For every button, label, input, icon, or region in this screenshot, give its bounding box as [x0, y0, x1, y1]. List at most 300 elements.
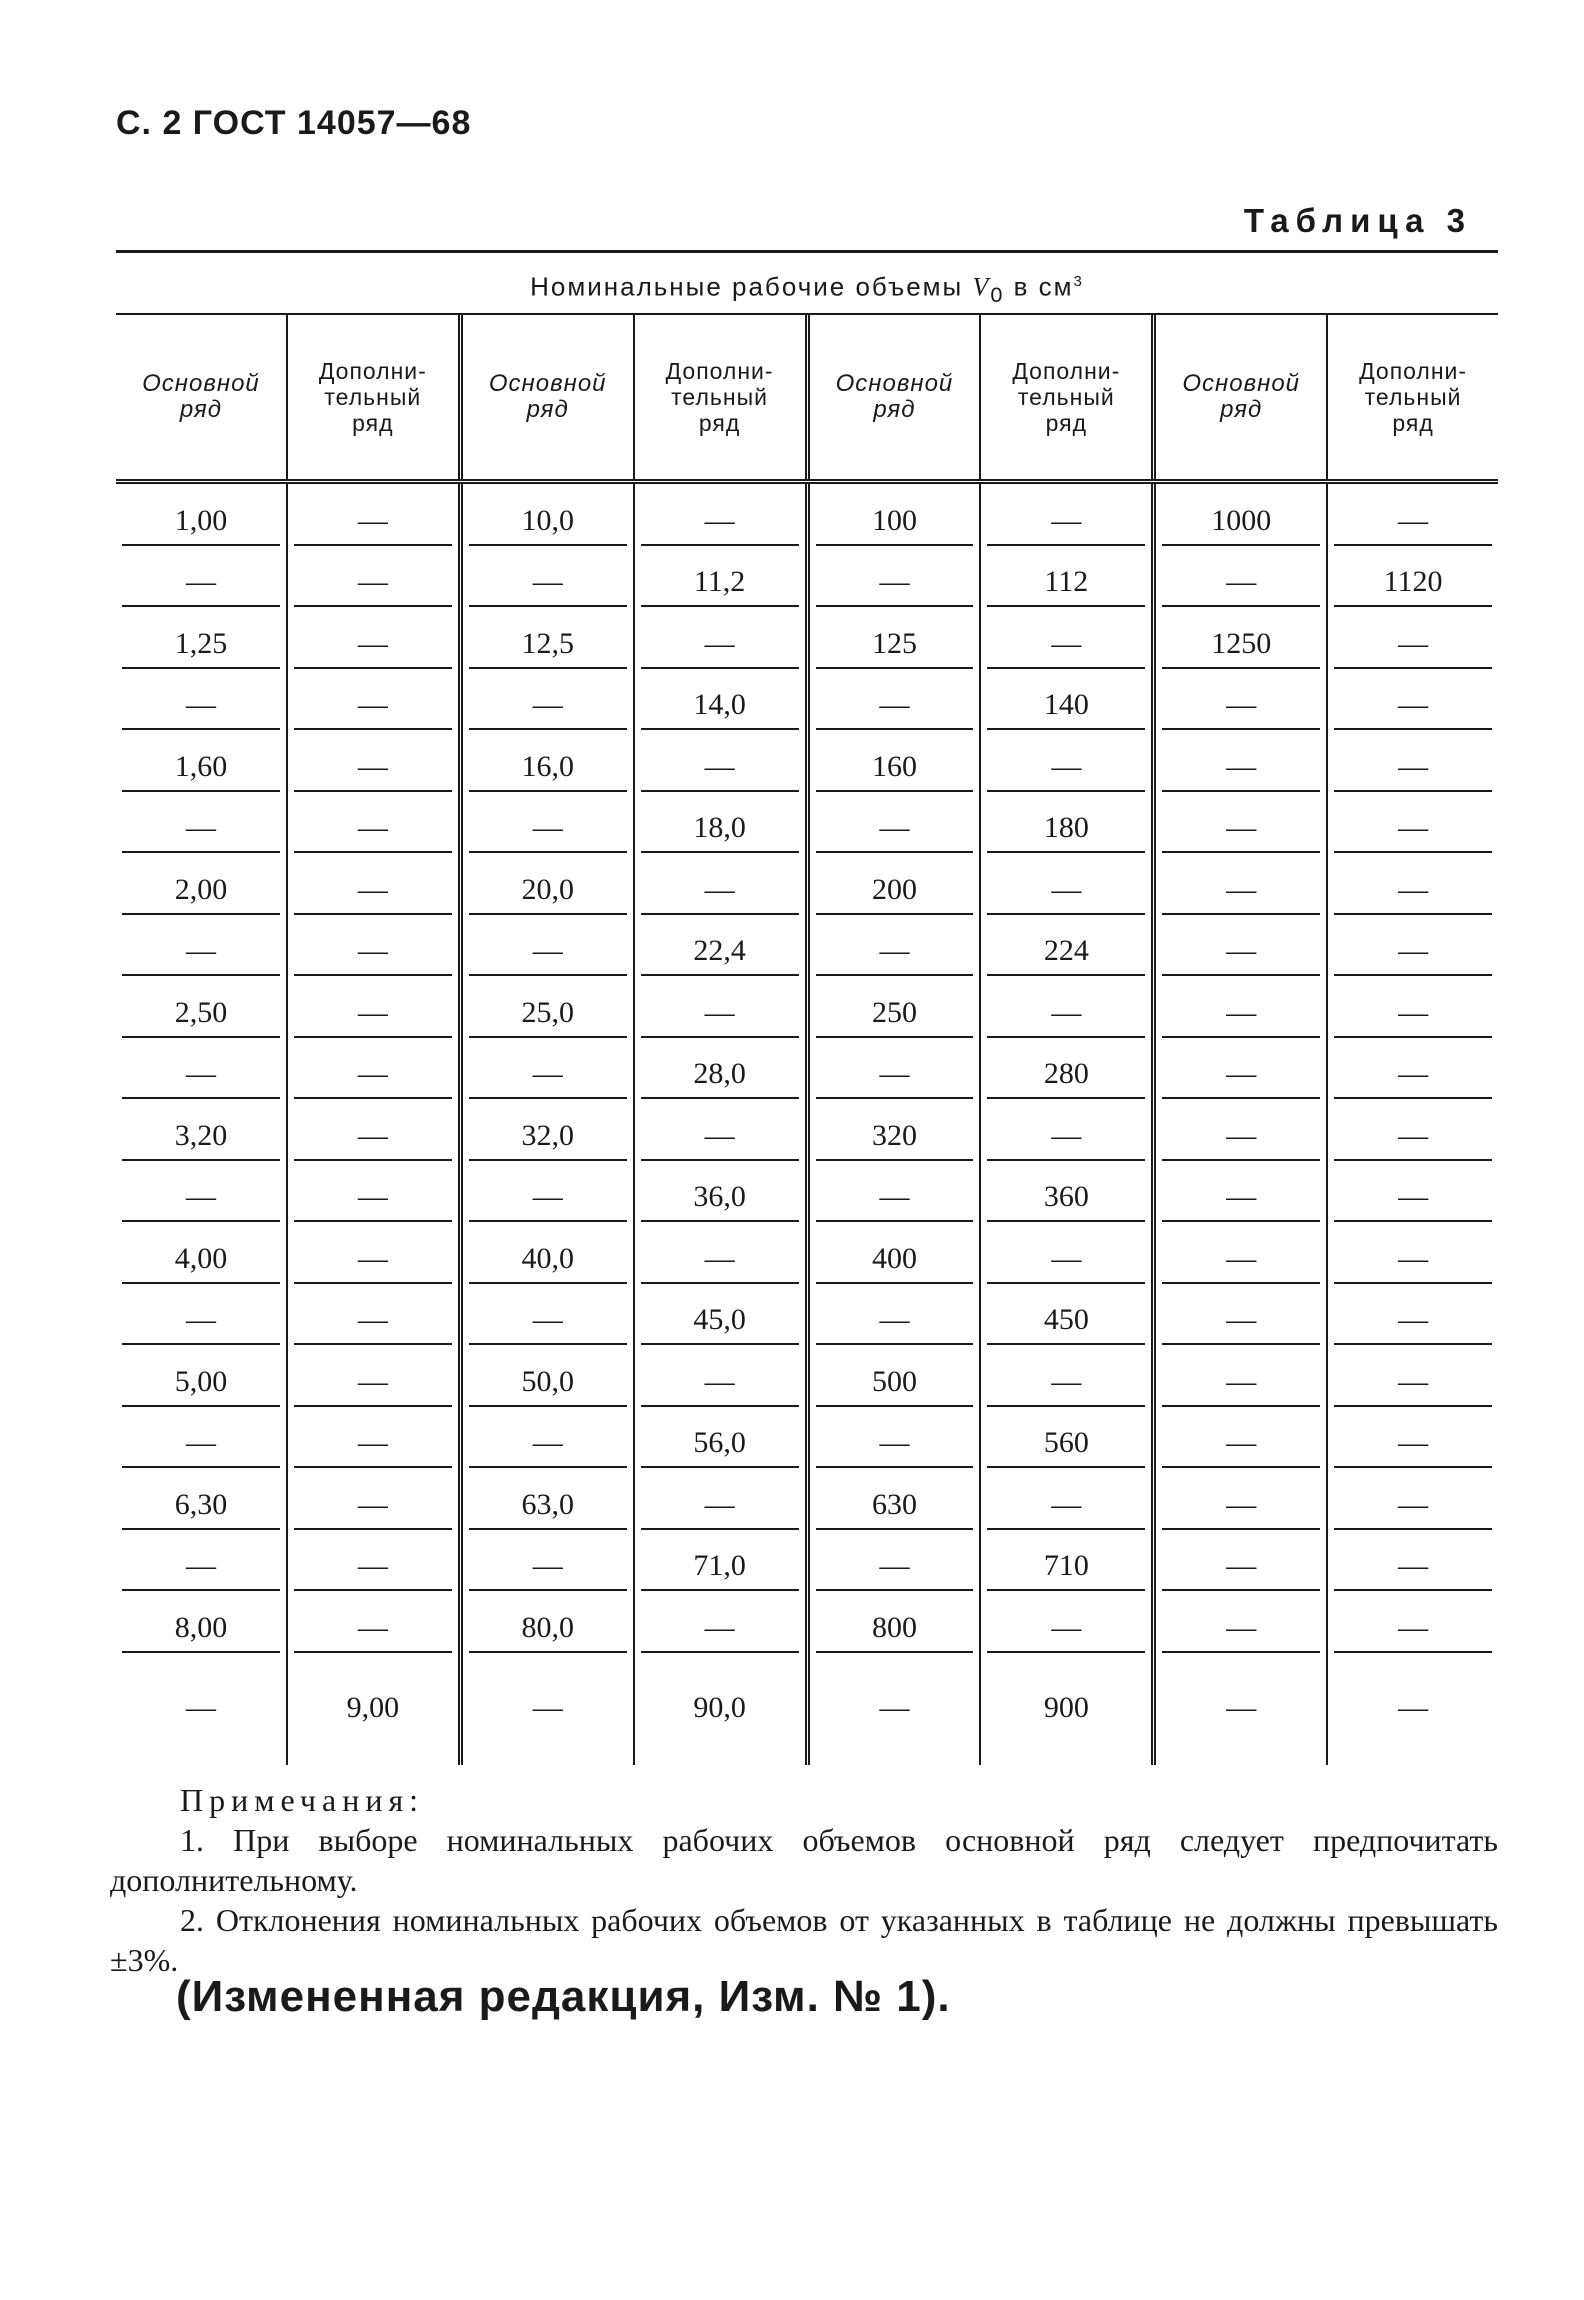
- table-cell: [979, 1407, 1151, 1469]
- table-cell: [979, 1468, 1151, 1530]
- cell-value: —: [357, 934, 388, 967]
- table-cell: [979, 1038, 1151, 1100]
- table-cell: [116, 792, 286, 854]
- table-cell: [1326, 1222, 1498, 1284]
- table-cell: [1326, 607, 1498, 669]
- table-cell: [979, 1653, 1151, 1733]
- header-main-series: [805, 315, 980, 479]
- cell-value: 125: [871, 626, 917, 660]
- cell-value: —: [532, 1426, 563, 1459]
- cell-value: —: [532, 1549, 563, 1582]
- table-cell: [633, 1161, 805, 1223]
- cell-value: —: [1226, 1426, 1257, 1459]
- table-cell: [805, 1407, 980, 1469]
- table-cell: [116, 1468, 286, 1530]
- header-additional-series: [1326, 315, 1498, 479]
- cell-value: 112: [1044, 565, 1089, 598]
- table-cell: [633, 1530, 805, 1592]
- cell-value: —: [704, 1118, 735, 1152]
- table-cell: [286, 1468, 458, 1530]
- cell-value: —: [1398, 1303, 1429, 1336]
- table-cell: [633, 1099, 805, 1161]
- cell-value: 900: [1043, 1690, 1089, 1724]
- cell-value: 16,0: [521, 749, 574, 783]
- cell-value: —: [1226, 1180, 1257, 1213]
- cell-value: 71,0: [693, 1549, 746, 1582]
- table-cell: [805, 1099, 980, 1161]
- table-cell: [805, 1591, 980, 1653]
- cell-value: —: [532, 688, 563, 721]
- cell-value: 3,20: [174, 1118, 228, 1152]
- table-cell: [286, 1099, 458, 1161]
- cell-value: —: [1398, 1487, 1429, 1521]
- table-cell: [805, 1222, 980, 1284]
- table-cell: [116, 1345, 286, 1407]
- table-cell: [1151, 792, 1326, 854]
- table-cell: [633, 1407, 805, 1469]
- cell-value: —: [1226, 1118, 1257, 1152]
- table-cell: [979, 607, 1151, 669]
- cell-value: —: [1051, 872, 1082, 906]
- table-body: [116, 484, 1498, 1765]
- cell-value: 1,00: [174, 503, 228, 537]
- cell-value: —: [879, 1549, 910, 1582]
- table-cell: [1326, 976, 1498, 1038]
- cell-value: 1120: [1383, 565, 1443, 598]
- table-cell: [1151, 607, 1326, 669]
- table-cell: [458, 1591, 633, 1653]
- cell-value: —: [1398, 1549, 1429, 1582]
- header-additional-series: [286, 315, 458, 479]
- cell-value: 14,0: [693, 688, 746, 721]
- table-cell: [979, 1161, 1151, 1223]
- cell-value: 80,0: [521, 1610, 574, 1644]
- cell-value: 90,0: [693, 1690, 746, 1724]
- table-cell: [1151, 915, 1326, 977]
- table-cell: [286, 1653, 458, 1733]
- table-row: [116, 853, 1498, 915]
- table-cell: [116, 1284, 286, 1346]
- cell-value: —: [1051, 503, 1082, 537]
- cell-value: —: [1398, 934, 1429, 967]
- table-cell: [116, 546, 286, 608]
- cell-value: 2,00: [174, 872, 228, 906]
- cell-value: —: [704, 1487, 735, 1521]
- tail-cell: [1326, 1733, 1498, 1765]
- cell-value: 50,0: [521, 1364, 574, 1398]
- table-cell: [1326, 853, 1498, 915]
- cell-value: 40,0: [521, 1241, 574, 1275]
- cell-value: —: [1051, 1610, 1082, 1644]
- table-cell: [805, 1284, 980, 1346]
- table-cell: [1326, 792, 1498, 854]
- cell-value: —: [185, 1057, 216, 1090]
- table-cell: [116, 484, 286, 546]
- cell-value: —: [357, 1118, 388, 1152]
- cell-value: —: [357, 1549, 388, 1582]
- table-cell: [1151, 546, 1326, 608]
- header-additional-series: [979, 315, 1151, 479]
- table-cell: [805, 1345, 980, 1407]
- caption-text: Номинальные рабочие объемы: [530, 271, 973, 302]
- cell-value: —: [185, 934, 216, 967]
- cell-value: 1000: [1211, 503, 1272, 537]
- table-cell: [458, 669, 633, 731]
- cell-value: —: [1226, 1241, 1257, 1275]
- cell-value: —: [532, 811, 563, 844]
- table-cell: [633, 730, 805, 792]
- table-cell: [116, 853, 286, 915]
- cell-value: —: [532, 1180, 563, 1213]
- table-row: [116, 1653, 1498, 1733]
- table-cell: [1326, 1099, 1498, 1161]
- table-cell: [633, 546, 805, 608]
- cell-value: —: [1051, 1364, 1082, 1398]
- cell-value: 6,30: [174, 1487, 228, 1521]
- tail-cell: [979, 1733, 1151, 1765]
- table-row: [116, 1591, 1498, 1653]
- cell-value: —: [1226, 1610, 1257, 1644]
- table-cell: [805, 976, 980, 1038]
- table-cell: [633, 669, 805, 731]
- table-cell: [286, 853, 458, 915]
- table-cell: [286, 1038, 458, 1100]
- cell-value: —: [1226, 749, 1257, 783]
- header-main-series: [1151, 315, 1326, 479]
- caption-sub: 0: [990, 281, 1005, 307]
- cell-value: —: [704, 995, 735, 1029]
- cell-value: —: [879, 688, 910, 721]
- column-headers: [116, 315, 1498, 484]
- cell-value: —: [704, 1364, 735, 1398]
- cell-value: —: [704, 1241, 735, 1275]
- table-cell: [1151, 1038, 1326, 1100]
- cell-value: 500: [871, 1364, 917, 1398]
- table-cell: [979, 1284, 1151, 1346]
- table-cell: [979, 976, 1151, 1038]
- table-cell: [116, 976, 286, 1038]
- table-cell: [116, 1161, 286, 1223]
- table-row: [116, 484, 1498, 546]
- cell-value: —: [1226, 1364, 1257, 1398]
- table-cell: [458, 1099, 633, 1161]
- table-cell: [633, 1653, 805, 1733]
- cell-value: —: [357, 1303, 388, 1336]
- table-cell: [286, 546, 458, 608]
- table-cell: [116, 669, 286, 731]
- header-label: Основной ряд: [142, 370, 260, 423]
- cell-value: —: [185, 811, 216, 844]
- table-row: [116, 1407, 1498, 1469]
- table-row: [116, 607, 1498, 669]
- header-additional-series: [633, 315, 805, 479]
- table-row: [116, 730, 1498, 792]
- cell-value: —: [185, 1303, 216, 1336]
- table-cell: [116, 1099, 286, 1161]
- table-cell: [1151, 976, 1326, 1038]
- cell-value: —: [704, 749, 735, 783]
- cell-value: —: [1398, 1241, 1429, 1275]
- table-cell: [1326, 1407, 1498, 1469]
- table-row: [116, 1222, 1498, 1284]
- cell-value: —: [1226, 565, 1257, 598]
- table-cell: [1326, 1161, 1498, 1223]
- table-caption: [116, 253, 1498, 313]
- table-cell: [1326, 546, 1498, 608]
- notes: [110, 1780, 1498, 1980]
- cell-value: —: [357, 1426, 388, 1459]
- cell-value: —: [1398, 1364, 1429, 1398]
- cell-value: —: [1051, 749, 1082, 783]
- table-cell: [633, 1591, 805, 1653]
- cell-value: —: [1398, 872, 1429, 906]
- table-cell: [1151, 1530, 1326, 1592]
- table-cell: [805, 1468, 980, 1530]
- table-cell: [1151, 1161, 1326, 1223]
- table-cell: [633, 792, 805, 854]
- table-cell: [805, 1161, 980, 1223]
- cell-value: —: [1051, 995, 1082, 1029]
- table-cell: [1151, 730, 1326, 792]
- table-cell: [979, 792, 1151, 854]
- table-cell: [633, 1222, 805, 1284]
- cell-value: —: [879, 1057, 910, 1090]
- cell-value: —: [1398, 811, 1429, 844]
- table-cell: [116, 1653, 286, 1733]
- table-row: [116, 915, 1498, 977]
- cell-value: 11,2: [693, 565, 746, 598]
- cell-value: —: [1226, 1690, 1257, 1724]
- table-cell: [633, 1468, 805, 1530]
- cell-value: —: [185, 1426, 216, 1459]
- header-label: Дополни-тельный ряд: [665, 358, 774, 436]
- cell-value: 45,0: [693, 1303, 746, 1336]
- cell-value: —: [1398, 1610, 1429, 1644]
- table-cell: [1326, 1653, 1498, 1733]
- cell-value: —: [1398, 749, 1429, 783]
- table-row: [116, 1099, 1498, 1161]
- cell-value: 280: [1043, 1057, 1089, 1090]
- table-cell: [458, 976, 633, 1038]
- table-cell: [633, 976, 805, 1038]
- cell-value: 9,00: [346, 1690, 400, 1724]
- cell-value: —: [357, 1487, 388, 1521]
- table-cell: [458, 1038, 633, 1100]
- cell-value: —: [357, 811, 388, 844]
- cell-value: 250: [871, 995, 917, 1029]
- page-header: С. 2 ГОСТ 14057—68: [116, 104, 472, 142]
- table-cell: [286, 1591, 458, 1653]
- cell-value: —: [185, 565, 216, 598]
- table-cell: [458, 1653, 633, 1733]
- cell-value: —: [357, 626, 388, 660]
- table-cell: [1326, 1530, 1498, 1592]
- table-cell: [458, 1468, 633, 1530]
- header-label: Дополни-тельный ряд: [318, 358, 427, 436]
- table-cell: [1326, 669, 1498, 731]
- cell-value: —: [1226, 872, 1257, 906]
- cell-value: 12,5: [521, 626, 574, 660]
- tail-cell: [116, 1733, 286, 1765]
- caption-sup: 3: [1073, 273, 1084, 290]
- table-cell: [979, 1099, 1151, 1161]
- cell-value: 10,0: [521, 503, 574, 537]
- table-cell: [286, 1345, 458, 1407]
- table-cell: [633, 853, 805, 915]
- cell-value: —: [879, 934, 910, 967]
- caption-var: V: [972, 272, 991, 302]
- table-cell: [805, 915, 980, 977]
- table-cell: [286, 1222, 458, 1284]
- table-cell: [286, 669, 458, 731]
- table-cell: [458, 484, 633, 546]
- cell-value: —: [879, 565, 910, 598]
- table-cell: [1151, 1653, 1326, 1733]
- cell-value: 160: [871, 749, 917, 783]
- table-cell: [979, 1222, 1151, 1284]
- table-cell: [805, 1038, 980, 1100]
- table-row: [116, 792, 1498, 854]
- tail-cell: [633, 1733, 805, 1765]
- cell-value: —: [1051, 1118, 1082, 1152]
- table-cell: [633, 1284, 805, 1346]
- cell-value: 800: [871, 1610, 917, 1644]
- table-cell: [458, 853, 633, 915]
- table-cell: [458, 915, 633, 977]
- table-row: [116, 1161, 1498, 1223]
- header-main-series: [458, 315, 633, 479]
- table-cell: [458, 1222, 633, 1284]
- table-cell: [805, 484, 980, 546]
- cell-value: 710: [1043, 1549, 1089, 1582]
- cell-value: —: [1051, 626, 1082, 660]
- cell-value: 1,25: [174, 626, 228, 660]
- cell-value: —: [357, 1610, 388, 1644]
- table-row: [116, 546, 1498, 608]
- cell-value: —: [357, 565, 388, 598]
- table-cell: [633, 607, 805, 669]
- cell-value: 180: [1043, 811, 1089, 844]
- note-1: 1. При выборе номинальных рабочих объемов основной ряд следует предпочитать дополнительному.: [110, 1822, 1498, 1898]
- cell-value: —: [357, 1180, 388, 1213]
- table-cell: [286, 730, 458, 792]
- table-cell: [458, 1284, 633, 1346]
- table-cell: [458, 1530, 633, 1592]
- cell-value: 32,0: [521, 1118, 574, 1152]
- table-cell: [805, 607, 980, 669]
- table-cell: [286, 792, 458, 854]
- table-cell: [1326, 1038, 1498, 1100]
- notes-title: Примечания:: [180, 1782, 425, 1818]
- table-cell: [458, 1161, 633, 1223]
- cell-value: 360: [1043, 1180, 1089, 1213]
- table-cell: [633, 484, 805, 546]
- tail-cell: [805, 1733, 980, 1765]
- cell-value: —: [879, 1180, 910, 1213]
- cell-value: 20,0: [521, 872, 574, 906]
- cell-value: —: [704, 872, 735, 906]
- cell-value: —: [1226, 1303, 1257, 1336]
- table-row: [116, 1284, 1498, 1346]
- cell-value: 63,0: [521, 1487, 574, 1521]
- cell-value: —: [879, 811, 910, 844]
- cell-value: 4,00: [174, 1241, 228, 1275]
- table-cell: [979, 1530, 1151, 1592]
- cell-value: —: [704, 1610, 735, 1644]
- cell-value: —: [879, 1303, 910, 1336]
- table-cell: [1151, 484, 1326, 546]
- table-cell: [1151, 853, 1326, 915]
- cell-value: —: [532, 1303, 563, 1336]
- cell-value: —: [1226, 1549, 1257, 1582]
- table-cell: [633, 1345, 805, 1407]
- cell-value: —: [1398, 688, 1429, 721]
- cell-value: 28,0: [693, 1057, 746, 1090]
- cell-value: —: [1398, 1180, 1429, 1213]
- cell-value: 200: [871, 872, 917, 906]
- table-cell: [805, 792, 980, 854]
- cell-value: —: [1398, 1118, 1429, 1152]
- cell-value: —: [1398, 626, 1429, 660]
- table-cell: [458, 792, 633, 854]
- table-row: [116, 1038, 1498, 1100]
- table-cell: [458, 607, 633, 669]
- table-cell: [979, 915, 1151, 977]
- table-cell: [458, 546, 633, 608]
- cell-value: —: [1226, 1487, 1257, 1521]
- table-cell: [1326, 915, 1498, 977]
- cell-value: —: [357, 688, 388, 721]
- cell-value: —: [185, 1549, 216, 1582]
- table-row: [116, 669, 1498, 731]
- cell-value: —: [1051, 1241, 1082, 1275]
- table-row: [116, 976, 1498, 1038]
- cell-value: —: [357, 995, 388, 1029]
- table-label: Таблица 3: [1243, 202, 1472, 239]
- table-cell: [286, 1161, 458, 1223]
- cell-value: 224: [1043, 934, 1089, 967]
- cell-value: —: [1226, 811, 1257, 844]
- table-cell: [979, 730, 1151, 792]
- table-cell: [1151, 1222, 1326, 1284]
- table-cell: [1151, 1099, 1326, 1161]
- header-label: Основной ряд: [835, 370, 954, 423]
- table-cell: [116, 1591, 286, 1653]
- table-cell: [116, 1530, 286, 1592]
- cell-value: —: [357, 503, 388, 537]
- table-cell: [979, 546, 1151, 608]
- cell-value: 8,00: [174, 1610, 228, 1644]
- cell-value: —: [357, 1241, 388, 1275]
- table-row: [116, 1530, 1498, 1592]
- cell-value: 1250: [1211, 626, 1272, 660]
- tail-cell: [458, 1733, 633, 1765]
- table-cell: [979, 669, 1151, 731]
- cell-value: 2,50: [174, 995, 228, 1029]
- table-cell: [1326, 1468, 1498, 1530]
- cell-value: —: [532, 934, 563, 967]
- table-cell: [286, 1284, 458, 1346]
- table-cell: [1151, 1468, 1326, 1530]
- table-cell: [1326, 730, 1498, 792]
- table-cell: [1326, 1284, 1498, 1346]
- table-cell: [1151, 669, 1326, 731]
- cell-value: —: [357, 1364, 388, 1398]
- table-cell: [979, 853, 1151, 915]
- cell-value: 140: [1043, 688, 1089, 721]
- cell-value: —: [879, 1426, 910, 1459]
- table-row: [116, 1468, 1498, 1530]
